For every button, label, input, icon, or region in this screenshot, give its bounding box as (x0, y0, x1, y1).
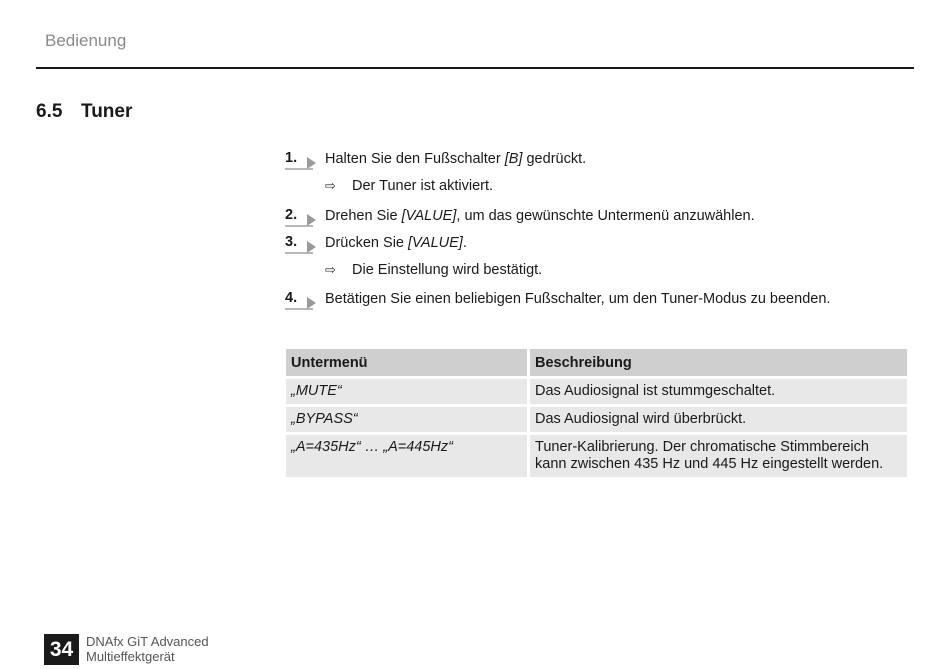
step-item (285, 207, 755, 225)
step-text: Drücken Sie [VALUE]. (325, 235, 467, 251)
table-header: Beschreibung (530, 349, 907, 376)
result-text: Der Tuner ist aktiviert. (352, 178, 494, 194)
step-item (285, 290, 830, 308)
table-cell: Tuner-Kalibrierung. Der chromatische Stimmbereich kann zwischen 435 Hz und 445 Hz eingestellt werden. (530, 435, 907, 477)
table-row (286, 407, 907, 432)
section-number: 6.5 (36, 101, 63, 122)
step-number: 3. (285, 234, 298, 250)
section-heading (36, 101, 132, 123)
table-cell: „BYPASS“ (286, 407, 527, 432)
step-result (325, 262, 542, 278)
page-number: 34 (44, 634, 79, 665)
step-number: 4. (285, 290, 298, 306)
table-cell: Das Audiosignal ist stummgeschaltet. (530, 379, 907, 404)
table-header: Untermenü (286, 349, 527, 376)
step-marker (285, 207, 325, 225)
step-marker (285, 150, 325, 168)
step-text: Drehen Sie [VALUE], um das gewünschte Untermenü anzuwählen. (325, 208, 755, 224)
step-item (285, 234, 467, 252)
table-cell: „MUTE“ (286, 379, 527, 404)
step-item (285, 150, 586, 168)
table-cell: „A=435Hz“ … „A=445Hz“ (286, 435, 527, 477)
footer-text (86, 634, 209, 664)
table-header-row (286, 349, 907, 376)
footer-subtitle: Multieffektgerät (86, 649, 175, 664)
table-row (286, 435, 907, 477)
step-text: Betätigen Sie einen beliebigen Fußschalter, um den Tuner-Modus zu beenden. (325, 291, 831, 307)
header-divider (36, 67, 914, 69)
table-row (286, 379, 907, 404)
step-number: 2. (285, 207, 298, 223)
arrow-icon (307, 241, 316, 253)
step-marker (285, 234, 325, 252)
result-text: Die Einstellung wird bestätigt. (352, 262, 543, 278)
arrow-icon (307, 214, 316, 226)
footer-product: DNAfx GiT Advanced (86, 634, 209, 649)
arrow-icon (307, 297, 316, 309)
arrow-icon (307, 157, 316, 169)
submenu-table (283, 346, 910, 480)
table-cell: Das Audiosignal wird überbrückt. (530, 407, 907, 432)
section-title: Tuner (81, 101, 133, 122)
result-arrow-icon: ⇨ (325, 262, 336, 277)
step-result (325, 178, 493, 194)
result-arrow-icon: ⇨ (325, 178, 336, 193)
header-title: Bedienung (45, 31, 127, 50)
step-number: 1. (285, 150, 298, 166)
step-text: Halten Sie den Fußschalter [B] gedrückt. (325, 151, 587, 167)
step-marker (285, 290, 325, 308)
